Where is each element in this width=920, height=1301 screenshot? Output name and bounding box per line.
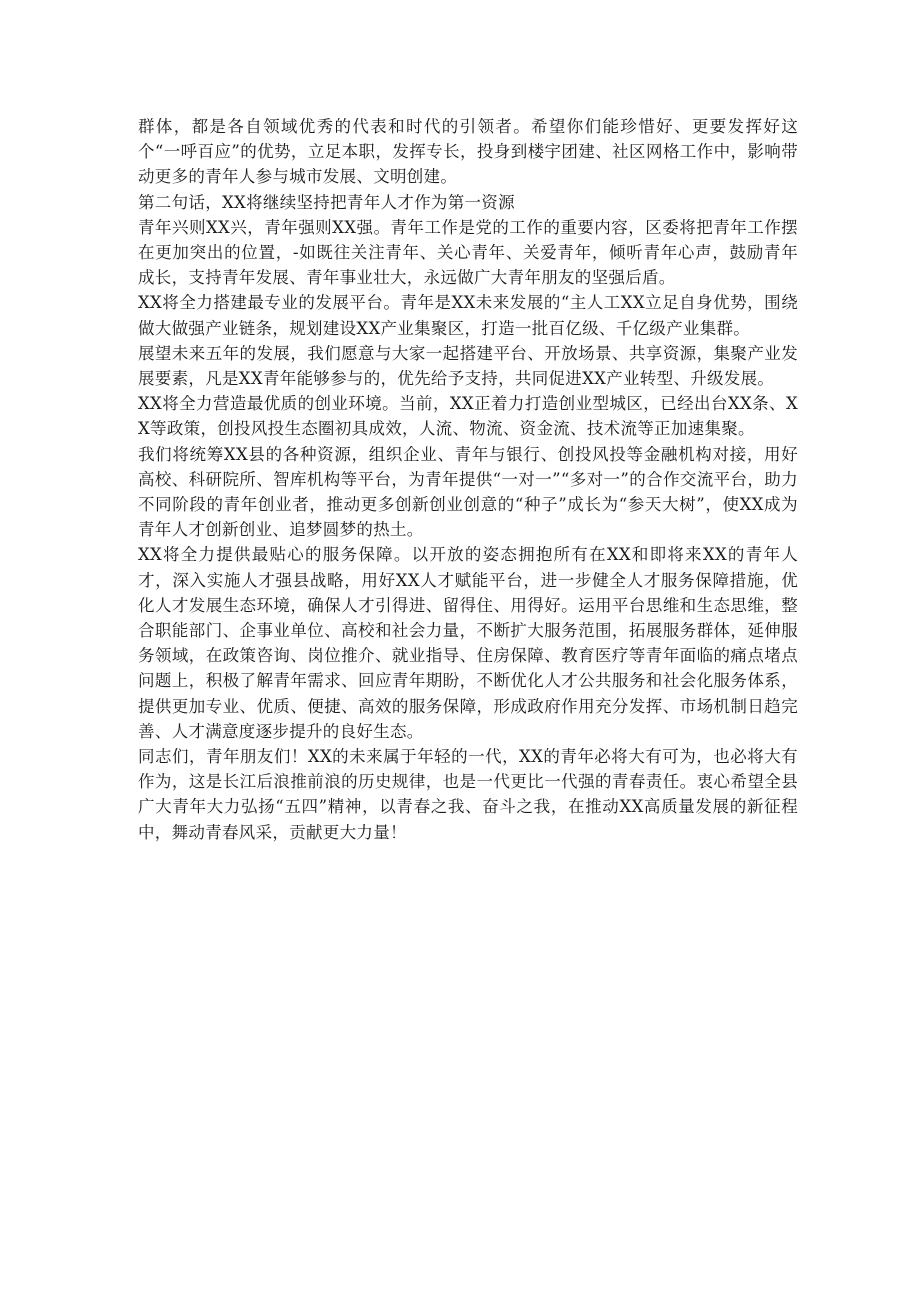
paragraph-8: 同志们，青年朋友们！XX的未来属于年轻的一代，XX的青年必将大有可为，也必将大有作为，这是长江后浪推前浪的历史规律，也是一代更比一代强的青春责任。衷心希望全县广大青年大力弘扬“五四”精神，以青春之我、奋斗之我，在推动XX高质量发展的新征程中，舞动青春风采，贡献更大力量！ <box>138 747 798 842</box>
paragraph-7: XX将全力提供最贴心的服务保障。以开放的姿态拥抱所有在XX和即将来XX的青年人才，深入实施人才强县战略，用好XX人才赋能平台，进一步健全人才服务保障措施，优化人才发展生态环境，确保人才引得进、留得住、用得好。运用平台思维和生态思维，整合职能部门、企事业单位、高校和社会力量，不断扩大服务范围，拓展服务群体，延伸服务领域，在政策咨询、岗位推介、就业指导、住房保障、教育医疗等青年面临的痛点堵点问题上，积极了解青年需求、回应青年期盼，不断优化人才公共服务和社会化服务体系，提供更加专业、优质、便捷、高效的服务保障，形成政府作用充分发挥、市场机制日趋完善、人才满意度逐步提升的良好生态。 <box>138 545 798 741</box>
paragraph-3: XX将全力搭建最专业的发展平台。青年是XX未来发展的“主人工XX立足自身优势，围绕做大做强产业链条，规划建设XX产业集聚区，打造一批百亿级、千亿级产业集群。 <box>138 293 798 338</box>
paragraph-1: 群体，都是各自领域优秀的代表和时代的引领者。希望你们能珍惜好、更要发挥好这个“一呼百应”的优势，立足本职，发挥专长，投身到楼宇团建、社区网格工作中，影响带动更多的青年人参与城市发展、文明创建。 <box>138 117 798 187</box>
paragraph-4: 展望未来五年的发展，我们愿意与大家一起搭建平台、开放场景、共享资源，集聚产业发展要素，凡是XX青年能够参与的，优先给予支持，共同促进XX产业转型、升级发展。 <box>138 343 798 389</box>
section-heading-second: 第二句话，XX将继续坚持把青年人才作为第一资源 <box>138 192 515 212</box>
paragraph-5: XX将全力营造最优质的创业环境。当前，XX正着力打造创业型城区，已经出台XX条、XX等政策，创投风投生态圈初具成效，人流、物流、资金流、技术流等正加速集聚。 <box>138 394 798 439</box>
paragraph-2: 青年兴则XX兴，青年强则XX强。青年工作是党的工作的重要内容，区委将把青年工作摆在更加突出的位置，-如既往关注青年、关心青年、关爱青年，倾听青年心声，鼓励青年成长，支持青年发展、青年事业壮大，永远做广大青年朋友的坚强后盾。 <box>138 217 798 288</box>
paragraph-6: 我们将统筹XX县的各种资源，组织企业、青年与银行、创投风投等金融机构对接，用好高校、科研院所、智库机构等平台，为青年提供“一对一”“多对一”的合作交流平台，助力不同阶段的青年创业者，推动更多创新创业创意的“种子”成长为“参天大树”，使XX成为青年人才创新创业、追梦圆梦的热土。 <box>138 444 798 540</box>
document-body <box>138 114 798 845</box>
